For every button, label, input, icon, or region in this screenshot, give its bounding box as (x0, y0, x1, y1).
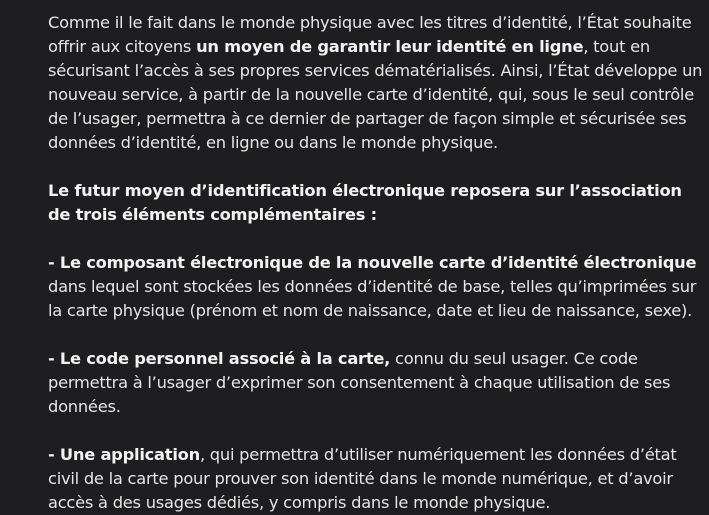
intro-text-end: , tout en sécurisant l’accès à ses propres services dématérialisés. Ainsi, l’État développe un nouveau service, à partir de la nouvelle carte d’identité, qui, sous le seul contrôle de l’usager, permettra à ce dernier de partager de façon simple et sécurisée ses données d’identité, en ligne ou dans le monde physique. (48, 37, 703, 152)
list-item-text: , qui permettra d’utiliser numériquement les données d’état civil de la carte pour prouver son identité dans le monde numérique, et d’avoir accès à des usages dédiés, y compris dans le monde physique. (48, 445, 677, 512)
intro-paragraph (48, 11, 708, 155)
section-heading-text: Le futur moyen d’identification électronique reposera sur l’association de trois éléments complémentaires : (48, 181, 682, 224)
list-item-text: dans lequel sont stockées les données d’identité de base, telles qu’imprimées sur la carte physique (prénom et nom de naissance, date et lieu de naissance, sexe). (48, 277, 697, 320)
list-item (48, 251, 708, 323)
intro-text-start: Comme il le fait dans le monde physique avec les titres d’identité, l’État souhaite offrir aux citoyens (48, 13, 692, 56)
list-item-title: - Une application (48, 445, 200, 464)
list-item (48, 347, 708, 419)
list-item-title: - Le composant électronique de la nouvelle carte d’identité électronique (48, 253, 697, 272)
list-item-text: connu du seul usager. Ce code permettra à l’usager d’exprimer son consentement à chaque utilisation de ses données. (48, 349, 671, 416)
section-heading (48, 179, 708, 227)
list-item-title: - Le code personnel associé à la carte, (48, 349, 391, 368)
intro-emphasis: un moyen de garantir leur identité en ligne (196, 37, 584, 56)
list-item (48, 443, 708, 515)
article-body (48, 11, 708, 515)
